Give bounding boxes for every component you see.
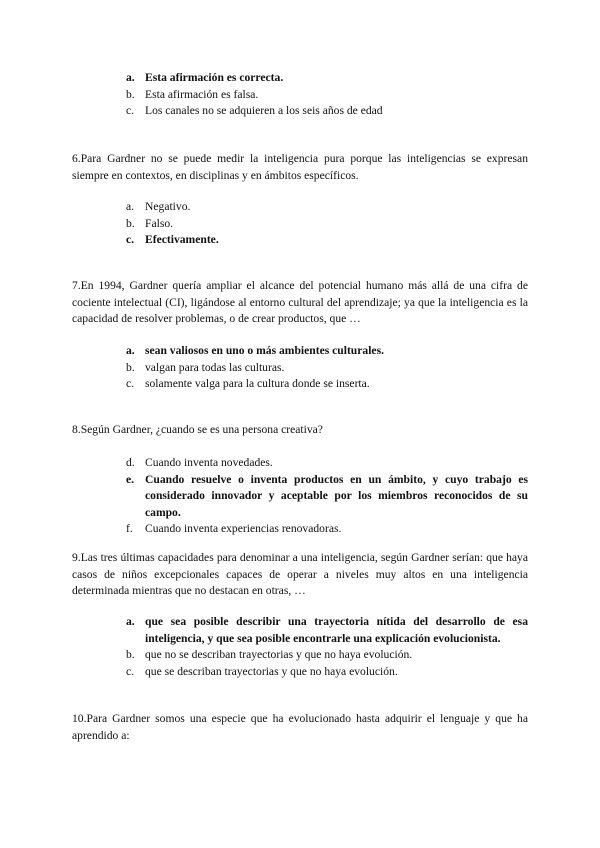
option-text: que se describan trayectorias y que no haya evolución. [145,664,398,678]
option-text: valgan para todas las culturas. [145,360,285,374]
q8-option-e [126,472,528,522]
option-letter: d. [126,456,135,469]
q5-option-c [126,103,528,120]
option-text: Los canales no se adquieren a los seis años de edad [145,104,383,117]
q8-option-f [126,521,528,538]
option-text: Falso. [145,216,174,230]
option-text: que no se describan trayectorias y que no haya evolución. [145,648,413,661]
option-text: que sea posible describir una trayectoria nítida del desarrollo de esa inteligencia, y que sea posible encontrarle una explicación evolucionista. [145,615,528,645]
option-letter: c. [126,664,135,678]
option-letter: b. [126,216,135,230]
option-text: sean valiosos en uno o más ambientes culturales. [145,344,384,357]
q5-option-a [126,70,528,87]
option-text: Efectivamente. [145,233,219,246]
q8-option-d [126,455,528,472]
question-7: 7.En 1994, Gardner quería ampliar el alcance del potencial humano más allá de una cifra de cociente intelectual (CI), ligándose al entorno cultural del aprendizaje; ya que la inteligencia es la capacidad de resolver problemas, o de crear productos, que … [72,279,528,325]
option-letter: b. [126,360,135,374]
question-10: 10.Para Gardner somos una especie que ha evolucionado hasta adquirir el lenguaje y que ha aprendido a: [72,712,528,742]
option-text: Negativo. [145,200,191,213]
option-letter: b. [126,648,135,661]
q6-option-c [126,232,528,249]
question-6: 6.Para Gardner no se puede medir la inteligencia pura porque las inteligencias se expresan siempre en contextos, en disciplinas y en ámbitos específicos. [72,152,528,182]
q7-option-a [126,343,528,360]
option-letter: f. [126,522,133,535]
option-letter: a. [126,200,135,213]
q6-options [126,199,528,249]
option-text: Cuando inventa novedades. [145,456,273,469]
q9-options [126,614,528,680]
option-letter: c. [126,377,135,390]
option-letter: b. [126,87,135,101]
q7-option-b [126,360,528,377]
option-letter: c. [126,233,135,246]
q5-options [126,70,528,120]
option-letter: a. [126,344,135,357]
option-text: Cuando resuelve o inventa productos en un ámbito, y cuyo trabajo es considerado innovador y aceptable por los miembros reconocidos de su campo. [145,472,528,519]
option-letter: c. [126,104,135,117]
q7-options [126,343,528,393]
option-text: solamente valga para la cultura donde se inserta. [145,377,370,390]
q6-option-b [126,216,528,233]
option-letter: a. [126,615,135,628]
option-text: Cuando inventa experiencias renovadoras. [145,522,342,535]
q9-option-a [126,614,528,647]
option-text: Esta afirmación es falsa. [145,87,259,101]
question-9: 9.Las tres últimas capacidades para denominar a una inteligencia, según Gardner serían: que haya casos de niños excepcionales capaces de operar a niveles muy altos en una inteligencia determinada mientras que no destacan en otras, … [72,551,528,597]
q9-option-c [126,664,528,681]
q6-option-a [126,199,528,216]
q8-options [126,455,528,538]
option-letter: a. [126,71,135,84]
q5-option-b [126,87,528,104]
q7-option-c [126,376,528,393]
option-letter: e. [126,472,135,486]
q9-option-b [126,647,528,664]
question-8: 8.Según Gardner, ¿cuando se es una persona creativa? [72,423,323,436]
option-text: Esta afirmación es correcta. [145,71,284,84]
